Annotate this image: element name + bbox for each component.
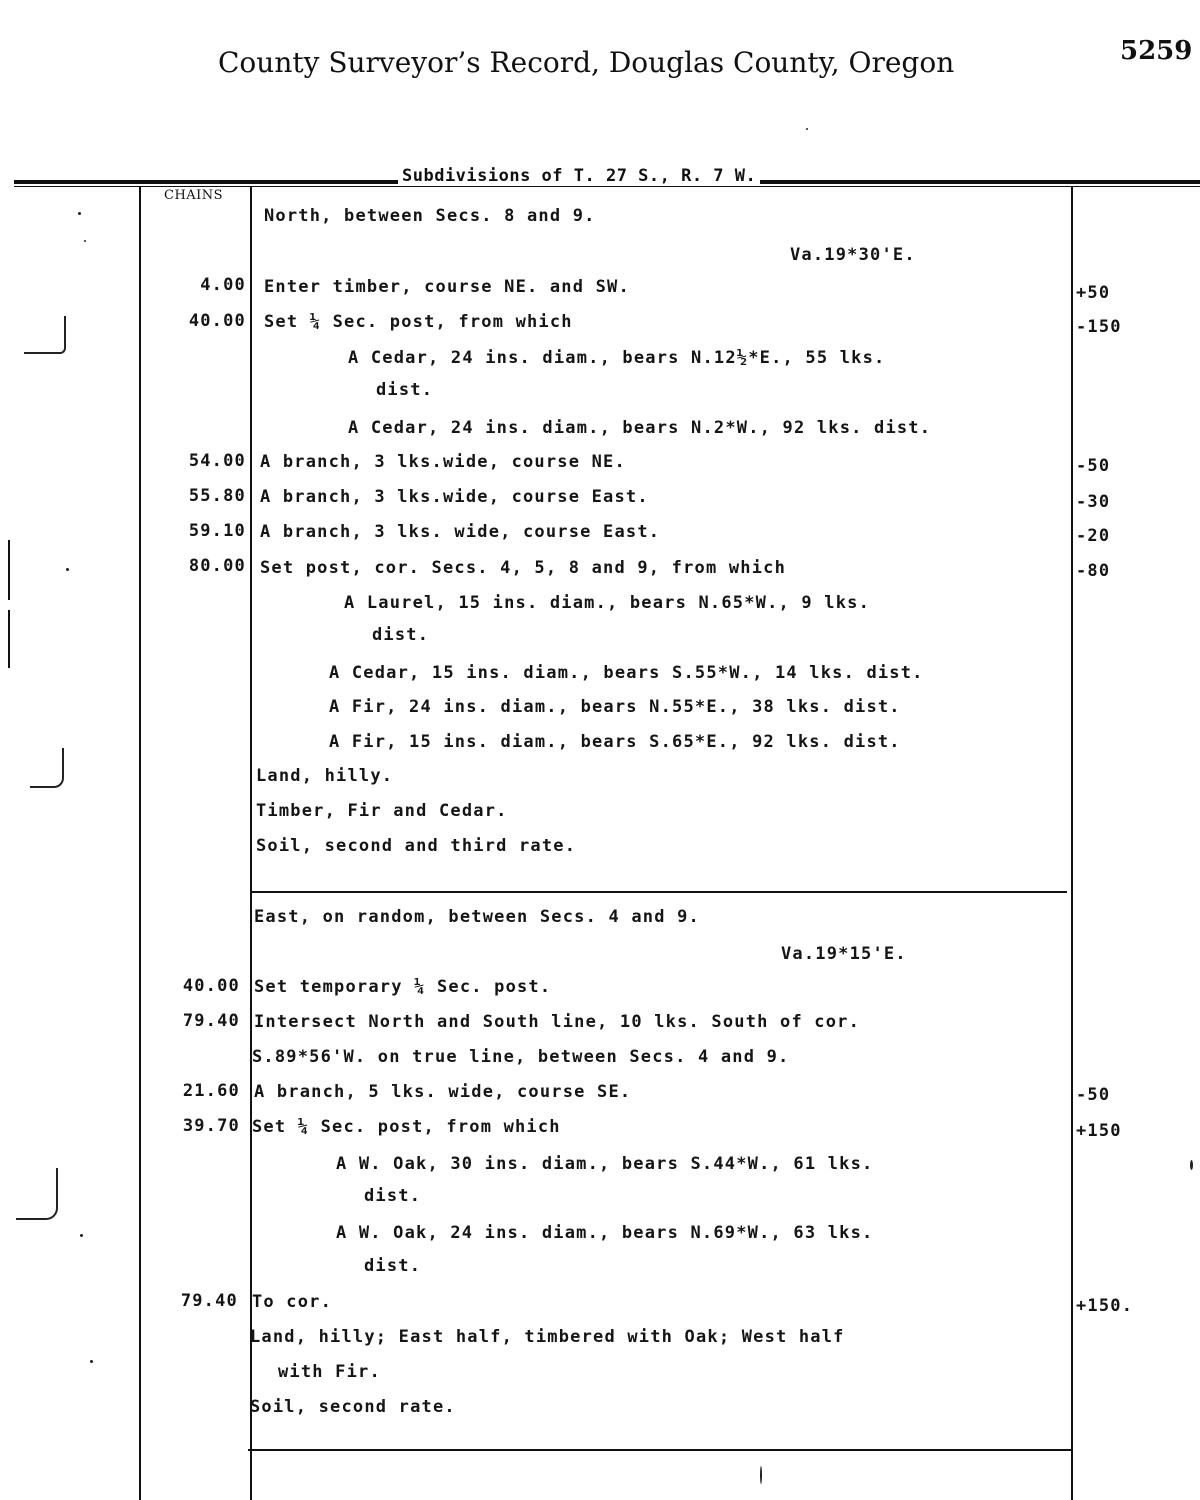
scan-mark xyxy=(8,540,10,600)
entry-line: East, on random, between Secs. 4 and 9. xyxy=(254,907,700,927)
entry-line: Land, hilly; East half, timbered with Oak; West half xyxy=(250,1327,845,1347)
scan-mark xyxy=(16,1168,58,1220)
entry-line: North, between Secs. 8 and 9. xyxy=(264,206,596,226)
scan-mark xyxy=(30,748,64,788)
entry-line: A Cedar, 24 ins. diam., bears N.12½*E., 55 lks. xyxy=(348,348,886,368)
entry-line: Set post, cor. Secs. 4, 5, 8 and 9, from which xyxy=(260,558,787,578)
entry-line: A Fir, 15 ins. diam., bears S.65*E., 92 lks. dist. xyxy=(329,732,901,752)
variation-note: Va.19*15'E. xyxy=(781,944,907,964)
elevation-value: -150 xyxy=(1076,317,1122,337)
page-number: 5259 xyxy=(1120,36,1193,66)
scan-speck xyxy=(84,240,86,242)
page-header-title: County Surveyor’s Record, Douglas County, Oregon xyxy=(218,46,955,79)
scan-speck xyxy=(66,568,69,571)
chain-value: 40.00 xyxy=(182,976,240,996)
chain-value: 79.40 xyxy=(180,1291,238,1311)
entry-line: A Cedar, 15 ins. diam., bears S.55*W., 14 lks. dist. xyxy=(329,663,924,683)
section-divider-1 xyxy=(252,891,1067,893)
entry-line: Timber, Fir and Cedar. xyxy=(256,801,508,821)
scan-speck xyxy=(1190,1160,1193,1170)
subdivision-heading: Subdivisions of T. 27 S., R. 7 W. xyxy=(398,166,760,186)
chain-value: 55.80 xyxy=(188,486,246,506)
entry-line: A branch, 3 lks. wide, course East. xyxy=(260,522,661,542)
chain-value: 54.00 xyxy=(188,451,246,471)
elevation-value: -80 xyxy=(1076,561,1111,581)
entry-line: A W. Oak, 30 ins. diam., bears S.44*W., 61 lks. xyxy=(336,1154,874,1174)
chain-value: 40.00 xyxy=(188,311,246,331)
scan-speck xyxy=(760,1466,762,1484)
entry-line: Intersect North and South line, 10 lks. South of cor. xyxy=(254,1012,861,1032)
entry-line: dist. xyxy=(372,625,430,645)
elevation-value: -20 xyxy=(1076,526,1111,546)
chain-value: 39.70 xyxy=(182,1116,240,1136)
chains-column-label: CHAINS xyxy=(164,188,224,203)
elevation-value: +150 xyxy=(1076,1121,1122,1141)
entry-line: dist. xyxy=(364,1256,422,1276)
variation-note: Va.19*30'E. xyxy=(790,245,916,265)
entry-line: Set ¼ Sec. post, from which xyxy=(264,312,573,332)
top-rule-thin xyxy=(14,186,1200,187)
entry-line: with Fir. xyxy=(278,1362,381,1382)
scan-speck xyxy=(90,1360,93,1363)
entry-line: A Cedar, 24 ins. diam., bears N.2*W., 92 lks. dist. xyxy=(348,418,932,438)
entry-line: A branch, 5 lks. wide, course SE. xyxy=(254,1082,632,1102)
entry-line: Enter timber, course NE. and SW. xyxy=(264,277,630,297)
scan-speck xyxy=(80,1234,83,1237)
entry-line: Soil, second rate. xyxy=(250,1397,456,1417)
entry-line: A Fir, 24 ins. diam., bears N.55*E., 38 lks. dist. xyxy=(329,697,901,717)
scan-speck xyxy=(806,128,808,130)
scan-speck xyxy=(78,212,81,215)
elevation-value: -50 xyxy=(1076,1085,1111,1105)
entry-line: dist. xyxy=(376,380,434,400)
scan-mark xyxy=(24,316,66,354)
section-divider-2 xyxy=(248,1449,1071,1451)
chain-value: 79.40 xyxy=(182,1011,240,1031)
entry-line: Set ¼ Sec. post, from which xyxy=(252,1117,561,1137)
left-margin-rule xyxy=(139,186,141,1500)
entry-line: Soil, second and third rate. xyxy=(256,836,577,856)
entry-line: S.89*56'W. on true line, between Secs. 4 and 9. xyxy=(252,1047,790,1067)
elevation-value: -50 xyxy=(1076,456,1111,476)
elevation-value: +50 xyxy=(1076,283,1111,303)
entry-line: A branch, 3 lks.wide, course East. xyxy=(260,487,649,507)
entry-line: Set temporary ¼ Sec. post. xyxy=(254,977,552,997)
entry-line: A W. Oak, 24 ins. diam., bears N.69*W., 63 lks. xyxy=(336,1223,874,1243)
chain-value: 80.00 xyxy=(188,556,246,576)
elevation-value: +150. xyxy=(1076,1296,1134,1316)
chain-value: 59.10 xyxy=(188,521,246,541)
entry-line: To cor. xyxy=(252,1292,333,1312)
entry-line: Land, hilly. xyxy=(256,766,394,786)
chain-value: 4.00 xyxy=(200,275,246,295)
right-column-rule xyxy=(1071,186,1073,1500)
chain-value: 21.60 xyxy=(182,1081,240,1101)
entry-line: dist. xyxy=(364,1186,422,1206)
elevation-value: -30 xyxy=(1076,492,1111,512)
scan-mark xyxy=(8,610,10,668)
entry-line: A Laurel, 15 ins. diam., bears N.65*W., 9 lks. xyxy=(344,593,871,613)
entry-line: A branch, 3 lks.wide, course NE. xyxy=(260,452,626,472)
